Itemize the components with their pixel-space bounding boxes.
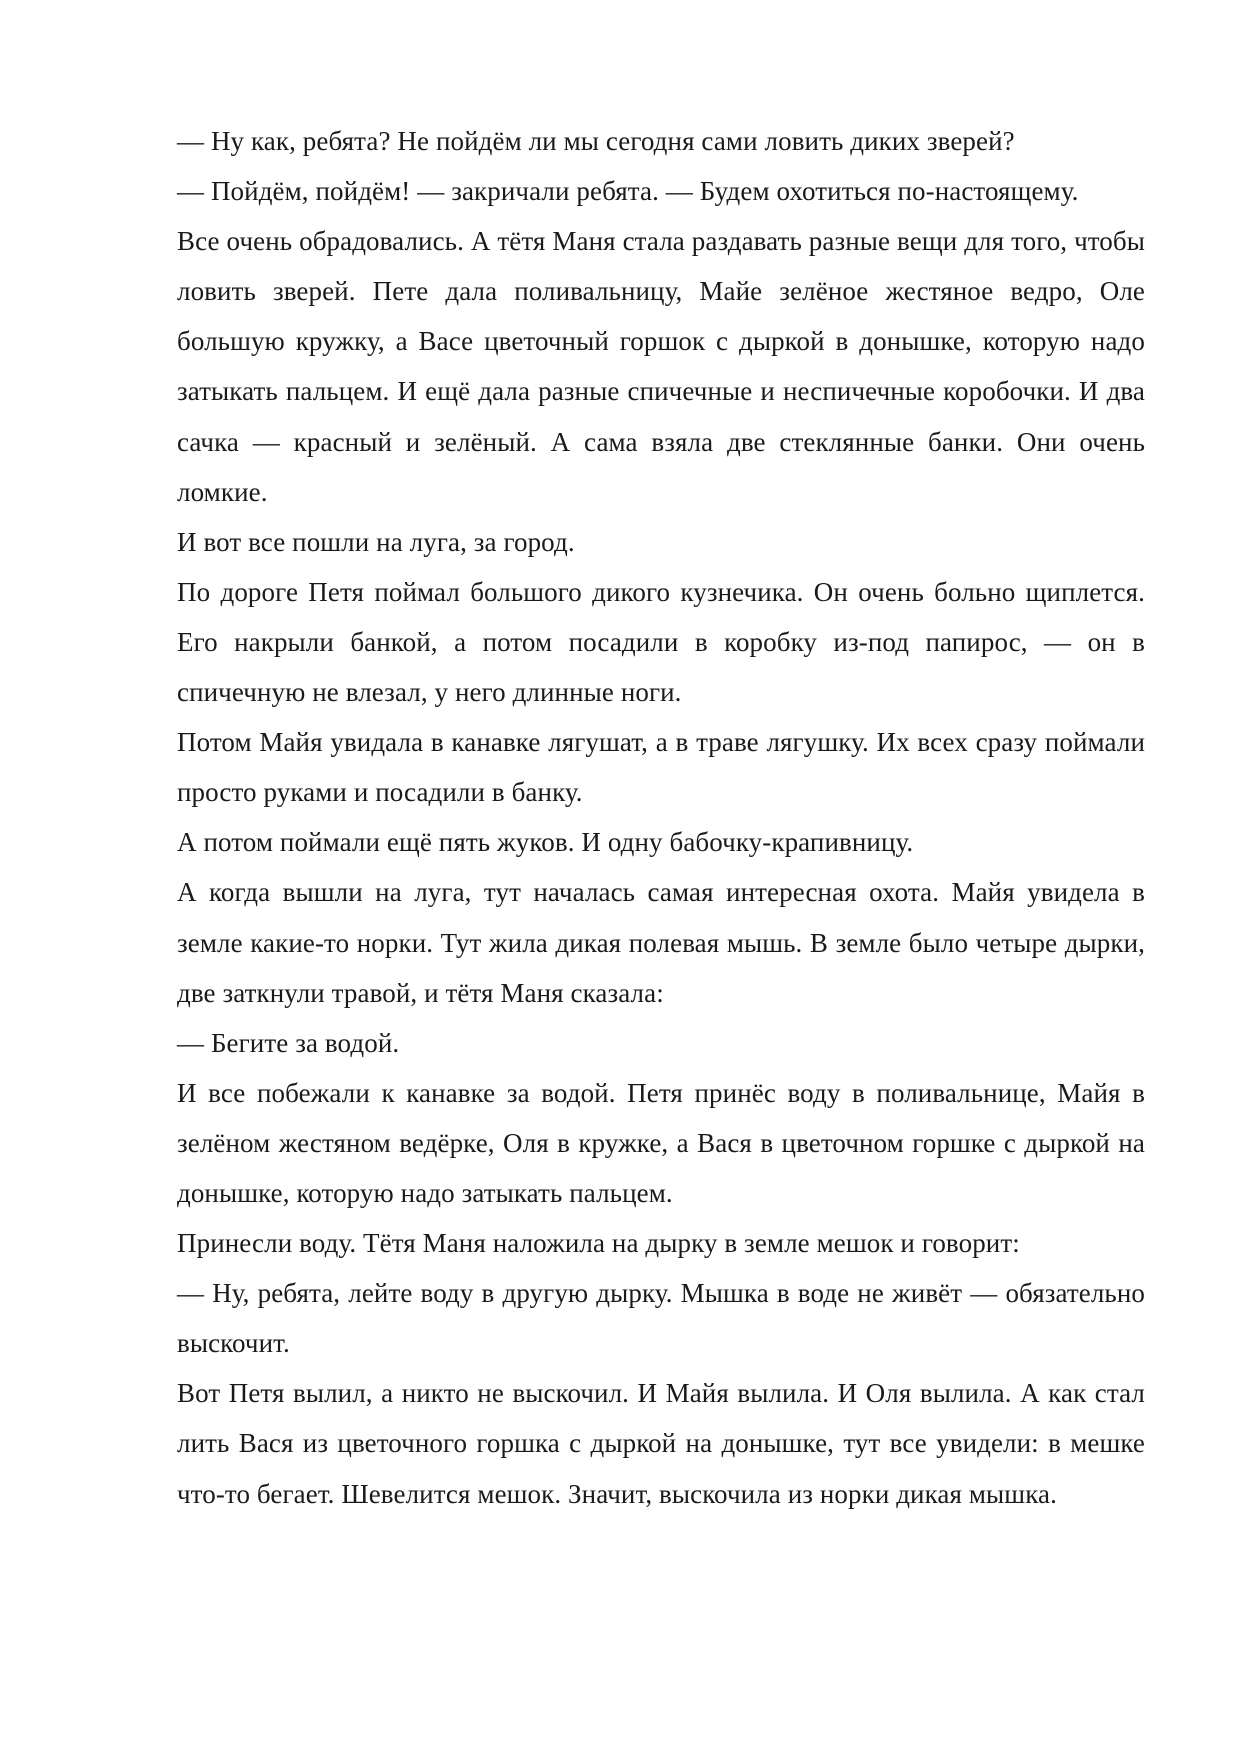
- paragraph-6: Потом Майя увидала в канавке лягушат, а в траве лягушку. Их всех сразу поймали просто руками и посадили в банку.: [177, 727, 1145, 808]
- document-body: [177, 116, 1145, 1519]
- paragraph-3: Все очень обрадовались. А тётя Маня стала раздавать разные вещи для того, чтобы ловить зверей. Пете дала поливальницу, Майе зелёное жестяное ведро, Оле большую кружку, а Васе цветочный горшок с дыркой в донышке, которую надо затыкать пальцем. И ещё дала разные спичечные и неспичечные коробочки. И два сачка — красный и зелёный. А сама взяла две стеклянные банки. Они очень ломкие.: [177, 226, 1145, 507]
- paragraph-10: И все побежали к канавке за водой. Петя принёс воду в поливальнице, Майя в зелёном жестяном ведёрке, Оля в кружке, а Вася в цветочном горшке с дыркой на донышке, которую надо затыкать пальцем.: [177, 1077, 1145, 1208]
- paragraph-13: Вот Петя вылил, а никто не выскочил. И Майя вылила. И Оля вылила. А как стал лить Вася из цветочного горшка с дыркой на донышке, тут все увидели: в мешке что-то бегает. Шевелится мешок. Значит, выскочила из норки дикая мышка.: [177, 1378, 1145, 1509]
- paragraph-12: — Ну, ребята, лейте воду в другую дырку. Мышка в воде не живёт — обязательно выскочит.: [177, 1278, 1145, 1359]
- paragraph-7: А потом поймали ещё пять жуков. И одну бабочку-крапивницу.: [177, 827, 914, 858]
- paragraph-4: И вот все пошли на луга, за город.: [177, 526, 575, 557]
- paragraph-11: Принесли воду. Тётя Маня наложила на дырку в земле мешок и говорит:: [177, 1228, 1020, 1259]
- paragraph-1: — Ну как, ребята? Не пойдём ли мы сегодня сами ловить диких зверей?: [177, 126, 1015, 156]
- paragraph-9: — Бегите за водой.: [177, 1027, 400, 1058]
- paragraph-5: По дороге Петя поймал большого дикого кузнечика. Он очень больно щиплется. Его накрыли банкой, а потом посадили в коробку из-под папирос, — он в спичечную не влезал, у него длинные ноги.: [177, 576, 1145, 708]
- paragraph-8: А когда вышли на луга, тут началась самая интересная охота. Майя увидела в земле какие-то норки. Тут жила дикая полевая мышь. В земле было четыре дырки, две заткнули травой, и тётя Маня сказала:: [177, 877, 1145, 1008]
- paragraph-2: — Пойдём, пойдём! — закричали ребята. — Будем охотиться по-настоящему.: [177, 176, 1079, 207]
